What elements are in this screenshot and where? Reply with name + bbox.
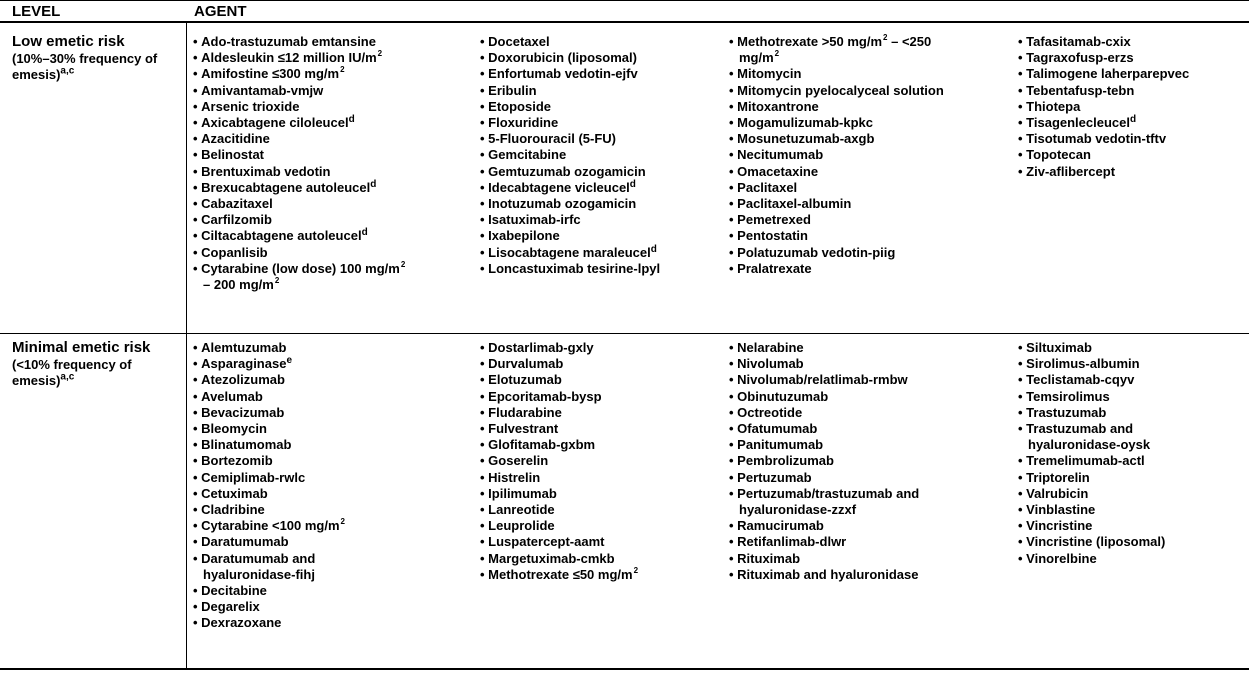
agent-name: Lisocabtagene maraleucel xyxy=(488,244,651,260)
agent-superscript: 2 xyxy=(633,565,639,575)
agent-superscript: 2 xyxy=(340,517,345,527)
agent-superscript: 2 xyxy=(274,276,280,286)
agent-name: Azacitidine xyxy=(201,131,270,147)
agent-item xyxy=(1018,518,1246,534)
agent-item xyxy=(193,599,478,615)
agent-name: Paclitaxel xyxy=(737,179,798,195)
agent-item xyxy=(193,551,478,583)
agent-item xyxy=(193,245,478,261)
agent-name: Idecabtagene vicleucel xyxy=(488,179,630,195)
agent-name: Alemtuzumab xyxy=(201,340,287,355)
agent-name: Eribulin xyxy=(488,82,537,98)
agent-item xyxy=(193,583,478,599)
agent-item xyxy=(1018,164,1246,180)
agent-item xyxy=(480,551,720,567)
level-column-header: LEVEL xyxy=(12,3,61,20)
agent-name: Octreotide xyxy=(737,404,803,420)
agent-name: Etoposide xyxy=(488,98,552,114)
agent-superscript: 2 xyxy=(377,49,383,59)
agent-name: Vinorelbine xyxy=(1026,550,1097,566)
agent-list-low-col-3 xyxy=(729,34,1009,277)
agent-item xyxy=(729,131,1009,147)
agent-item xyxy=(193,470,478,486)
agent-name: Methotrexate ≤50 mg/m xyxy=(488,566,633,582)
level-footnote: a,c xyxy=(60,65,75,77)
agent-item xyxy=(729,405,1009,421)
agent-item xyxy=(729,147,1009,163)
agent-item xyxy=(1018,372,1246,388)
agent-item xyxy=(729,99,1009,115)
agent-item xyxy=(480,50,720,66)
agent-name: Arsenic trioxide xyxy=(201,98,300,114)
agent-item xyxy=(729,372,1009,388)
agent-item xyxy=(729,437,1009,453)
agent-item xyxy=(1018,50,1246,66)
agent-item xyxy=(1018,453,1246,469)
agent-item xyxy=(193,147,478,163)
agent-name: Tagraxofusp-erzs xyxy=(1026,50,1134,66)
agent-item xyxy=(480,115,720,131)
agent-item xyxy=(480,83,720,99)
agent-item xyxy=(193,228,478,244)
agent-item xyxy=(480,34,720,50)
agent-list-minimal-col-1 xyxy=(193,340,478,632)
agent-name: Inotuzumab ozogamicin xyxy=(488,196,637,212)
agent-item xyxy=(193,99,478,115)
agent-list-minimal-col-2 xyxy=(480,340,720,583)
agent-name: Teclistamab-cqyv xyxy=(1026,372,1135,388)
agent-item xyxy=(729,228,1009,244)
agent-item xyxy=(1018,421,1246,453)
agent-name: Avelumab xyxy=(201,388,263,404)
agent-item xyxy=(193,115,478,131)
agent-item xyxy=(480,389,720,405)
agent-name: Pentostatin xyxy=(737,228,808,244)
agent-name: 5-Fluorouracil (5-FU) xyxy=(488,131,617,147)
agent-name: Tisagenlecleucel xyxy=(1026,115,1130,131)
agent-item xyxy=(480,228,720,244)
agent-item xyxy=(193,83,478,99)
agent-item xyxy=(193,196,478,212)
agent-item xyxy=(193,212,478,228)
agent-name-continued: hyaluronidase-fihj xyxy=(203,566,315,582)
agent-name: Belinostat xyxy=(201,147,265,163)
agent-name-continued: – <250 xyxy=(887,34,932,49)
agent-name: Sirolimus-albumin xyxy=(1026,356,1140,372)
agent-name: Cetuximab xyxy=(201,485,268,501)
agent-footnote: d xyxy=(361,227,368,239)
agent-name: Bevacizumab xyxy=(201,404,285,420)
agent-name: Asparaginase xyxy=(201,356,287,372)
agent-item xyxy=(729,261,1009,277)
level-title: Minimal emetic risk xyxy=(12,339,151,356)
agent-item xyxy=(1018,66,1246,82)
agent-superscript: 2 xyxy=(340,65,345,75)
agent-footnote: e xyxy=(286,355,292,367)
agent-item xyxy=(193,421,478,437)
agent-item xyxy=(193,372,478,388)
agent-item xyxy=(729,164,1009,180)
agent-name: Elotuzumab xyxy=(488,372,562,388)
agent-item xyxy=(729,245,1009,261)
agent-item xyxy=(480,421,720,437)
agent-name: Cytarabine <100 mg/m xyxy=(201,518,340,534)
agent-item xyxy=(480,340,720,356)
agent-item xyxy=(1018,340,1246,356)
agent-name: Gemtuzumab ozogamicin xyxy=(488,163,646,179)
agent-name: Ipilimumab xyxy=(488,485,557,501)
agent-item xyxy=(729,453,1009,469)
agent-name: Methotrexate >50 mg/m xyxy=(737,34,883,49)
agent-name: Cemiplimab-rwlc xyxy=(201,469,306,485)
agent-item xyxy=(729,421,1009,437)
header-bottom-rule xyxy=(0,21,1249,23)
agent-item xyxy=(480,147,720,163)
agent-item xyxy=(480,567,720,583)
level-description: (10%–30% frequency of emesis)$^{a,c}$ xyxy=(12,51,158,82)
agent-name: Docetaxel xyxy=(488,34,550,49)
agent-name: Triptorelin xyxy=(1026,469,1090,485)
agent-item xyxy=(193,389,478,405)
agent-name: Pembrolizumab xyxy=(737,453,834,469)
agent-item xyxy=(480,502,720,518)
agent-name: Ixabepilone xyxy=(488,228,560,244)
agent-item xyxy=(729,534,1009,550)
agent-name: Vinblastine xyxy=(1026,502,1096,518)
agent-name: Bleomycin xyxy=(201,421,267,437)
agent-item xyxy=(729,180,1009,196)
agent-name-continued: – 200 mg/m xyxy=(203,277,274,293)
agent-item xyxy=(729,486,1009,518)
agent-name: Enfortumab vedotin-ejfv xyxy=(488,66,638,82)
agent-item xyxy=(1018,147,1246,163)
agent-name: Leuprolide xyxy=(488,518,555,534)
agent-item xyxy=(1018,551,1246,567)
agent-name: Ramucirumab xyxy=(737,518,824,534)
agent-item xyxy=(193,502,478,518)
agent-item xyxy=(480,212,720,228)
agent-name: Ofatumumab xyxy=(737,421,818,437)
agent-name: Pertuzumab xyxy=(737,469,812,485)
agent-name: Doxorubicin (liposomal) xyxy=(488,50,637,66)
agent-name: Omacetaxine xyxy=(737,163,819,179)
agent-item xyxy=(729,83,1009,99)
agent-name: Durvalumab xyxy=(488,356,564,372)
agent-name-continued: hyaluronidase-zzxf xyxy=(739,502,857,518)
agent-item xyxy=(1018,34,1246,50)
agent-name: Nelarabine xyxy=(737,340,804,355)
agent-name: Mitomycin xyxy=(737,66,802,82)
agent-name: Floxuridine xyxy=(488,115,559,131)
agent-item xyxy=(193,615,478,631)
level-footnote: a,c xyxy=(60,371,75,383)
agent-list-low-col-4 xyxy=(1018,34,1246,180)
agent-name: Copanlisib xyxy=(201,244,268,260)
agent-name: Histrelin xyxy=(488,469,541,485)
agent-name: Tremelimumab-actl xyxy=(1026,453,1145,469)
agent-list-low-col-1 xyxy=(193,34,478,293)
agent-name: Trastuzumab and xyxy=(1026,421,1134,437)
agent-name: Paclitaxel-albumin xyxy=(737,196,852,212)
agent-item xyxy=(729,389,1009,405)
agent-name: Glofitamab-gxbm xyxy=(488,437,596,453)
agent-name: Necitumumab xyxy=(737,147,824,163)
level-description: (<10% frequency of emesis)$^{a,c}$ xyxy=(12,357,132,388)
agent-item xyxy=(729,340,1009,356)
agent-item xyxy=(480,405,720,421)
agent-list-low-col-2 xyxy=(480,34,720,277)
agent-name: Tisotumab vedotin-tftv xyxy=(1026,131,1167,147)
agent-item xyxy=(480,261,720,277)
agent-item xyxy=(480,99,720,115)
agent-name: Daratumumab xyxy=(201,534,289,550)
agent-item xyxy=(729,212,1009,228)
agent-name-continued: hyaluronidase-oysk xyxy=(1028,437,1151,453)
agent-item xyxy=(193,164,478,180)
agent-item xyxy=(480,486,720,502)
agent-item xyxy=(193,34,478,50)
agent-name: Bortezomib xyxy=(201,453,273,469)
agent-item xyxy=(1018,83,1246,99)
agent-name: Thiotepa xyxy=(1026,98,1081,114)
agent-item xyxy=(480,356,720,372)
agent-name: Cladribine xyxy=(201,502,265,518)
agent-name: Temsirolimus xyxy=(1026,388,1110,404)
agent-name: Polatuzumab vedotin-piig xyxy=(737,244,896,260)
agent-list-minimal-col-3 xyxy=(729,340,1009,583)
agent-item xyxy=(729,34,1009,66)
agent-item xyxy=(1018,470,1246,486)
agent-item xyxy=(729,66,1009,82)
agent-name: Talimogene laherparepvec xyxy=(1026,66,1190,82)
agent-name: Retifanlimab-dlwr xyxy=(737,534,847,550)
agent-item xyxy=(193,437,478,453)
agent-item xyxy=(193,405,478,421)
agent-item xyxy=(1018,389,1246,405)
agent-name: Rituximab xyxy=(737,550,801,566)
agent-name: Pertuzumab/trastuzumab and xyxy=(737,485,920,501)
agent-item xyxy=(729,115,1009,131)
agent-name: Carfilzomib xyxy=(201,212,272,228)
agent-name: Brentuximab vedotin xyxy=(201,163,331,179)
agent-item xyxy=(729,551,1009,567)
agent-name: Lanreotide xyxy=(488,502,555,518)
agent-item xyxy=(1018,115,1246,131)
agent-superscript: 2 xyxy=(400,259,406,269)
agent-name: Brexucabtagene autoleucel xyxy=(201,179,371,195)
agent-name: Gemcitabine xyxy=(488,147,567,163)
agent-item xyxy=(1018,502,1246,518)
agent-footnote: d xyxy=(650,243,657,255)
agent-item xyxy=(1018,486,1246,502)
agent-item xyxy=(480,180,720,196)
agent-name: Valrubicin xyxy=(1026,485,1089,501)
agent-name: Mogamulizumab-kpkc xyxy=(737,115,873,131)
level-title: Low emetic risk xyxy=(12,33,125,50)
table-top-rule xyxy=(0,0,1249,1)
agent-item xyxy=(729,196,1009,212)
agent-footnote: d xyxy=(348,114,355,126)
agent-name: Cabazitaxel xyxy=(201,196,273,212)
agent-item xyxy=(193,518,478,534)
agent-item xyxy=(193,453,478,469)
agent-footnote: d xyxy=(629,178,636,190)
agent-name: Loncastuximab tesirine-lpyl xyxy=(488,260,661,276)
agent-item xyxy=(480,437,720,453)
agent-item xyxy=(480,164,720,180)
agent-item xyxy=(729,567,1009,583)
agent-item xyxy=(480,534,720,550)
agent-name: Ziv-aflibercept xyxy=(1026,163,1116,179)
agent-item xyxy=(193,356,478,372)
agent-superscript: 2 xyxy=(883,33,888,42)
agent-item xyxy=(480,131,720,147)
agent-name: Isatuximab-irfc xyxy=(488,212,581,228)
agent-name: Mitoxantrone xyxy=(737,98,819,114)
agent-item xyxy=(480,470,720,486)
agent-item xyxy=(193,180,478,196)
agent-item xyxy=(480,196,720,212)
agent-item xyxy=(480,66,720,82)
agent-name: Daratumumab and xyxy=(201,550,316,566)
agent-name: Aldesleukin ≤12 million IU/m xyxy=(201,50,377,66)
agent-item xyxy=(480,518,720,534)
agent-name: Obinutuzumab xyxy=(737,388,829,404)
column-divider-rule xyxy=(186,23,187,668)
agent-name: Degarelix xyxy=(201,599,260,615)
agent-item xyxy=(729,518,1009,534)
agent-name: Trastuzumab xyxy=(1026,404,1107,420)
agent-name: Rituximab and hyaluronidase xyxy=(737,566,919,582)
table-bottom-rule xyxy=(0,668,1249,670)
agent-item xyxy=(729,356,1009,372)
agent-name: Nivolumab xyxy=(737,356,804,372)
agent-name: Vincristine (liposomal) xyxy=(1026,534,1166,550)
agent-name: Topotecan xyxy=(1026,147,1091,163)
agent-superscript: 2 xyxy=(774,49,780,59)
agent-name: Ado-trastuzumab emtansine xyxy=(201,34,376,49)
agent-name: Dostarlimab-gxly xyxy=(488,340,594,355)
agent-item xyxy=(1018,356,1246,372)
agent-name: Luspatercept-aamt xyxy=(488,534,605,550)
agent-item xyxy=(193,131,478,147)
agent-name-continued: mg/m xyxy=(739,50,774,66)
agent-name: Cytarabine (low dose) 100 mg/m xyxy=(201,260,400,276)
agent-item xyxy=(480,372,720,388)
minimal-emetic-risk-level xyxy=(12,339,182,389)
agent-name: Blinatumomab xyxy=(201,437,292,453)
agent-name: Fludarabine xyxy=(488,404,562,420)
agent-item xyxy=(193,66,478,82)
agent-name: Fulvestrant xyxy=(488,421,559,437)
agent-name: Decitabine xyxy=(201,583,267,599)
agent-name: Atezolizumab xyxy=(201,372,285,388)
agent-name: Mitomycin pyelocalyceal solution xyxy=(737,82,944,98)
agent-name: Panitumumab xyxy=(737,437,824,453)
agent-column-header: AGENT xyxy=(194,3,247,20)
agent-name: Goserelin xyxy=(488,453,549,469)
row-divider-rule xyxy=(0,333,1249,334)
agent-item xyxy=(193,50,478,66)
agent-name: Epcoritamab-bysp xyxy=(488,388,602,404)
agent-name: Pralatrexate xyxy=(737,260,812,276)
agent-name: Nivolumab/relatlimab-rmbw xyxy=(737,372,908,388)
agent-name: Amivantamab-vmjw xyxy=(201,82,324,98)
agent-item xyxy=(1018,99,1246,115)
low-emetic-risk-level xyxy=(12,33,182,83)
agent-item xyxy=(1018,131,1246,147)
agent-item xyxy=(1018,405,1246,421)
agent-name: Margetuximab-cmkb xyxy=(488,550,615,566)
agent-item xyxy=(1018,534,1246,550)
agent-item xyxy=(480,453,720,469)
agent-list-minimal-col-4 xyxy=(1018,340,1246,567)
agent-name: Tebentafusp-tebn xyxy=(1026,82,1135,98)
agent-item xyxy=(193,486,478,502)
agent-name: Mosunetuzumab-axgb xyxy=(737,131,875,147)
agent-footnote: d xyxy=(370,178,377,190)
agent-item xyxy=(193,261,478,293)
agent-name: Dexrazoxane xyxy=(201,615,282,631)
agent-footnote: d xyxy=(1130,114,1137,126)
agent-item xyxy=(729,470,1009,486)
agent-name: Pemetrexed xyxy=(737,212,811,228)
agent-item xyxy=(193,534,478,550)
agent-name: Siltuximab xyxy=(1026,340,1092,355)
agent-name: Vincristine xyxy=(1026,518,1093,534)
agent-name: Amifostine ≤300 mg/m xyxy=(201,66,340,82)
agent-name: Tafasitamab-cxix xyxy=(1026,34,1131,49)
agent-name: Axicabtagene ciloleucel xyxy=(201,115,349,131)
agent-name: Ciltacabtagene autoleucel xyxy=(201,228,362,244)
agent-item xyxy=(193,340,478,356)
agent-item xyxy=(480,245,720,261)
